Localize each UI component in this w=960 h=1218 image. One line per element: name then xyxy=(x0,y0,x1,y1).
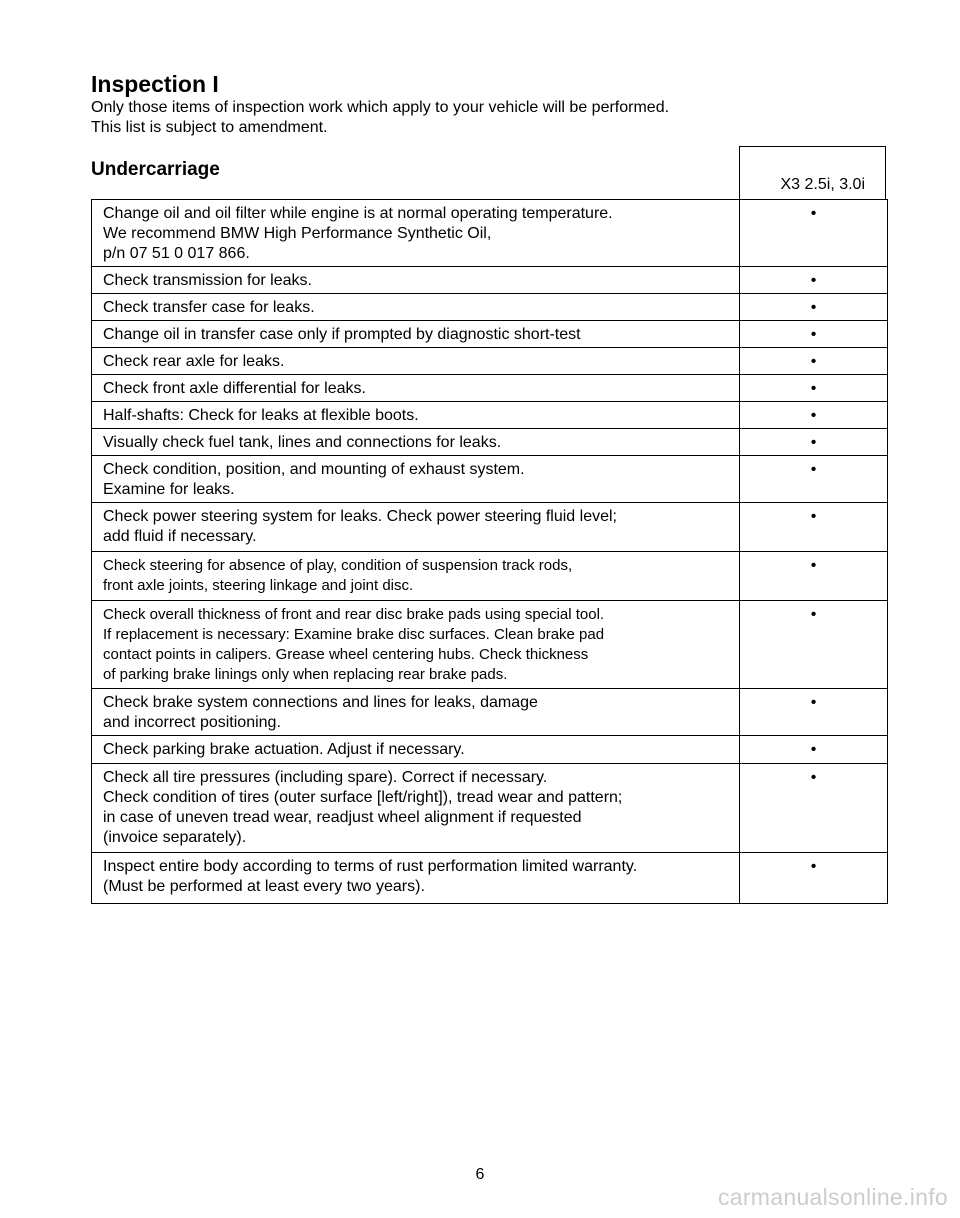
task-cell: Check brake system connections and lines for leaks, damage and incorrect positioning. xyxy=(92,689,740,736)
task-cell: Check parking brake actuation. Adjust if necessary. xyxy=(92,736,740,764)
table-row xyxy=(92,429,888,456)
applicability-mark: • xyxy=(740,736,888,764)
task-cell: Visually check fuel tank, lines and connections for leaks. xyxy=(92,429,740,456)
table-row xyxy=(92,294,888,321)
applicability-mark: • xyxy=(740,375,888,402)
applicability-mark: • xyxy=(740,503,888,552)
applicability-mark: • xyxy=(740,294,888,321)
task-cell: Check transmission for leaks. xyxy=(92,267,740,294)
watermark: carmanualsonline.info xyxy=(717,1184,948,1210)
task-cell: Half-shafts: Check for leaks at flexible boots. xyxy=(92,402,740,429)
task-cell: Check steering for absence of play, condition of suspension track rods, front axle joints, steering linkage and joint disc. xyxy=(92,552,740,601)
applicability-mark: • xyxy=(740,456,888,503)
table-row xyxy=(92,375,888,402)
task-cell: Change oil in transfer case only if prompted by diagnostic short-test xyxy=(92,321,740,348)
task-cell: Check power steering system for leaks. Check power steering fluid level; add fluid if necessary. xyxy=(92,503,740,552)
table-row xyxy=(92,402,888,429)
task-cell: Check transfer case for leaks. xyxy=(92,294,740,321)
table-row xyxy=(92,267,888,294)
task-cell: Check overall thickness of front and rear disc brake pads using special tool. If replacement is necessary: Examine brake disc surfaces. Clean brake pad contact points in calipers. Grease wheel centering hubs. Check thickness of parking brake linings only when replacing rear brake pads. xyxy=(92,601,740,689)
applicability-mark: • xyxy=(740,429,888,456)
table-row xyxy=(92,348,888,375)
table-row xyxy=(92,552,888,601)
table-row xyxy=(92,200,888,267)
applicability-mark: • xyxy=(740,552,888,601)
intro-line: Only those items of inspection work which apply to your vehicle will be performed. xyxy=(91,99,670,116)
table-row xyxy=(92,321,888,348)
task-cell: Inspect entire body according to terms of rust performation limited warranty. (Must be performed at least every two years). xyxy=(92,853,740,904)
page-number: 6 xyxy=(475,1166,485,1183)
table-row xyxy=(92,853,888,904)
applicability-mark: • xyxy=(740,402,888,429)
applicability-mark: • xyxy=(740,321,888,348)
applicability-mark: • xyxy=(740,348,888,375)
task-cell: Change oil and oil filter while engine is at normal operating temperature. We recommend BMW High Performance Synthetic Oil, p/n 07 51 0 017 866. xyxy=(92,200,740,267)
task-cell: Check rear axle for leaks. xyxy=(92,348,740,375)
table-row xyxy=(92,503,888,552)
table-row xyxy=(92,601,888,689)
model-label: X3 2.5i, 3.0i xyxy=(780,176,865,193)
table-row xyxy=(92,764,888,853)
inspection-table xyxy=(91,199,888,904)
applicability-mark: • xyxy=(740,200,888,267)
applicability-mark: • xyxy=(740,689,888,736)
intro-text xyxy=(91,98,669,138)
page-title: Inspection I xyxy=(91,71,219,97)
intro-line: This list is subject to amendment. xyxy=(91,119,328,136)
table-row xyxy=(92,689,888,736)
model-column-header xyxy=(739,146,886,199)
section-heading: Undercarriage xyxy=(91,159,220,180)
table-row xyxy=(92,736,888,764)
applicability-mark: • xyxy=(740,601,888,689)
task-cell: Check condition, position, and mounting of exhaust system. Examine for leaks. xyxy=(92,456,740,503)
applicability-mark: • xyxy=(740,267,888,294)
applicability-mark: • xyxy=(740,764,888,853)
task-cell: Check all tire pressures (including spare). Correct if necessary. Check condition of tires (outer surface [left/right]), tread wear and pattern; in case of uneven tread wear, readjust wheel alignment if requested (invoice separately). xyxy=(92,764,740,853)
table-row xyxy=(92,456,888,503)
task-cell: Check front axle differential for leaks. xyxy=(92,375,740,402)
applicability-mark: • xyxy=(740,853,888,904)
